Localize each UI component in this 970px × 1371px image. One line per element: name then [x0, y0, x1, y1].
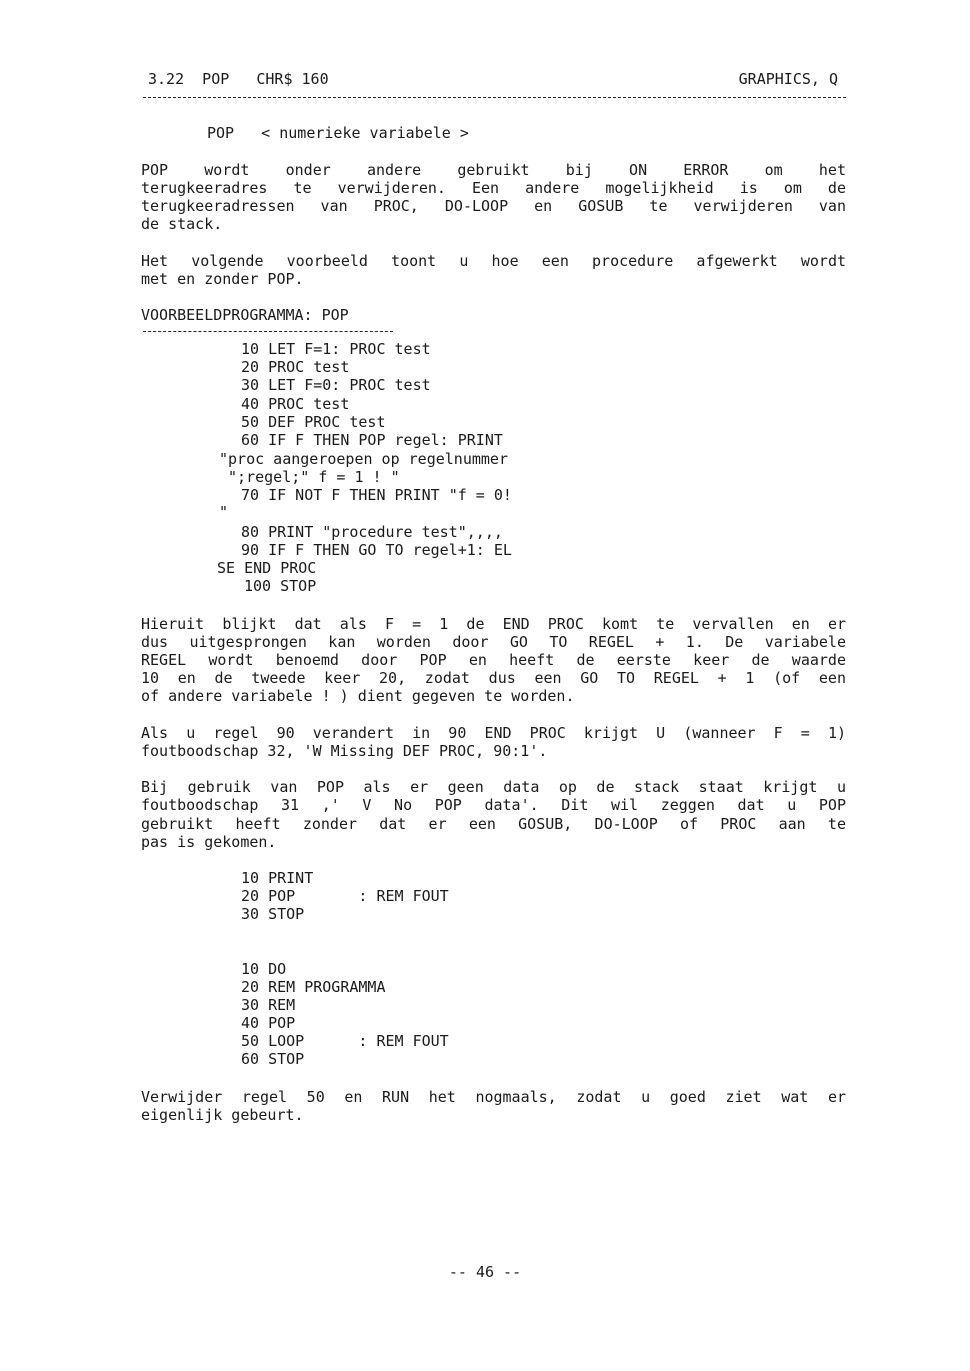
program-line-50: 50 DEF PROC test [241, 413, 386, 431]
nodata-line-3: gebruikt heeft zonder dat er een GOSUB, DO-LOOP of PROC aan te [141, 815, 846, 833]
nodata-line-1: Bij gebruik van POP als er geen data op de stack staat krijgt u [141, 778, 846, 796]
example-intro-line-2: met en zonder POP. [141, 270, 304, 288]
program-heading-rule [143, 331, 393, 332]
program-line-70: 70 IF NOT F THEN PRINT "f = 0! [241, 486, 512, 504]
header-left: 3.22 POP CHR$ 160 [148, 70, 329, 88]
explanation-line-1: Hieruit blijkt dat als F = 1 de END PROC komt te vervallen en er [141, 615, 846, 633]
program-line-90: 90 IF F THEN GO TO regel+1: EL [241, 541, 512, 559]
intro-line-3: terugkeeradressen van PROC, DO-LOOP en GOSUB te verwijderen van [141, 197, 846, 215]
example2-line-2: 20 REM PROGRAMMA [241, 978, 386, 996]
syntax-line: POP < numerieke variabele > [207, 124, 469, 142]
example1-line-3: 30 STOP [241, 905, 305, 923]
example2-line-6: 60 STOP [241, 1050, 305, 1068]
regel90-line-1: Als u regel 90 verandert in 90 END PROC krijgt U (wanneer F = 1) [141, 724, 846, 742]
closing-line-2: eigenlijk gebeurt. [141, 1106, 304, 1124]
program-line-100: 100 STOP [244, 577, 317, 595]
intro-line-2: terugkeeradres te verwijderen. Een andere mogelijkheid is om de [141, 179, 846, 197]
intro-line-4: de stack. [141, 215, 223, 233]
page-number: -- 46 -- [448, 1263, 522, 1281]
program-heading: VOORBEELDPROGRAMMA: POP [141, 306, 349, 324]
regel90-line-2: foutboodschap 32, 'W Missing DEF PROC, 90:1'. [141, 742, 548, 760]
explanation-line-3: REGEL wordt benoemd door POP en heeft de eerste keer de waarde [141, 651, 846, 669]
explanation-line-4: 10 en de tweede keer 20, zodat dus een GO TO REGEL + 1 (of een [141, 669, 846, 687]
program-line-30: 30 LET F=0: PROC test [241, 376, 431, 394]
header-rule [143, 97, 846, 98]
header-right: GRAPHICS, Q [738, 70, 838, 88]
program-line-40: 40 PROC test [241, 395, 350, 413]
program-line-90-cont: SE END PROC [217, 559, 317, 577]
example2-line-3: 30 REM [241, 996, 296, 1014]
example2-line-4: 40 POP [241, 1014, 296, 1032]
program-line-60-cont-1: "proc aangeroepen op regelnummer [219, 450, 508, 468]
program-line-60-cont-2: ";regel;" f = 1 ! " [219, 468, 400, 486]
explanation-line-5: of andere variabele ! ) dient gegeven te worden. [141, 687, 575, 705]
explanation-line-2: dus uitgesprongen kan worden door GO TO REGEL + 1. De variabele [141, 633, 846, 651]
nodata-line-4: pas is gekomen. [141, 833, 277, 851]
example-intro-line-1: Het volgende voorbeeld toont u hoe een procedure afgewerkt wordt [141, 252, 846, 270]
program-line-70-cont: " [219, 503, 229, 521]
example1-line-1: 10 PRINT [241, 869, 314, 887]
program-line-60: 60 IF F THEN POP regel: PRINT [241, 431, 503, 449]
nodata-line-2: foutboodschap 31 ,' V No POP data'. Dit wil zeggen dat u POP [141, 796, 846, 814]
program-line-20: 20 PROC test [241, 358, 350, 376]
closing-line-1: Verwijder regel 50 en RUN het nogmaals, zodat u goed ziet wat er [141, 1088, 846, 1106]
intro-line-1: POP wordt onder andere gebruikt bij ON ERROR om het [141, 161, 846, 179]
example2-line-1: 10 DO [241, 960, 287, 978]
program-line-10: 10 LET F=1: PROC test [241, 340, 431, 358]
example2-line-5: 50 LOOP : REM FOUT [241, 1032, 449, 1050]
program-line-80: 80 PRINT "procedure test",,,, [241, 523, 503, 541]
example1-line-2: 20 POP : REM FOUT [241, 887, 449, 905]
